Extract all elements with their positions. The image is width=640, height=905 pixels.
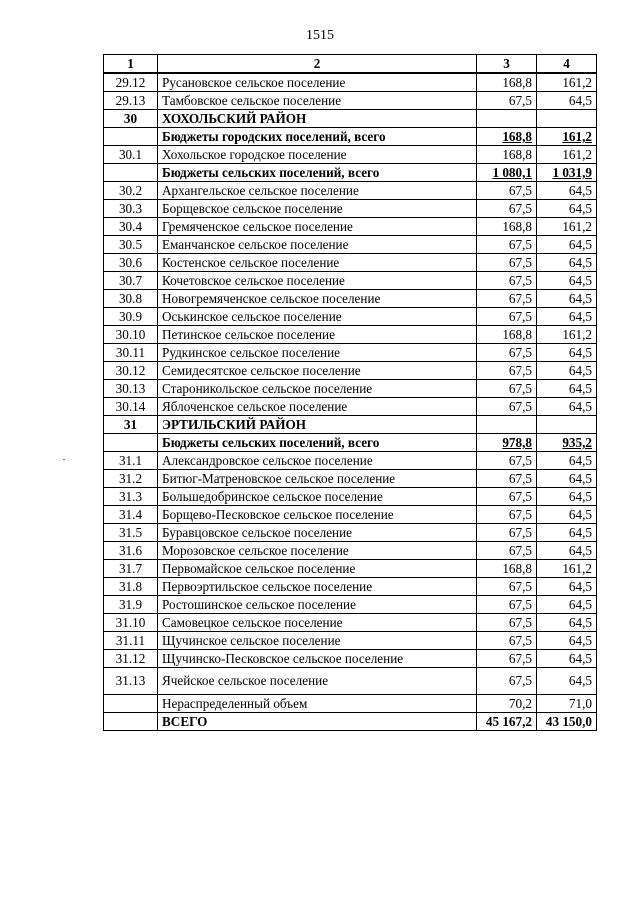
row-value-col4-cell: 161,2 bbox=[537, 128, 597, 146]
page-number: 1515 bbox=[306, 28, 334, 43]
row-value-col3-cell: 67,5 bbox=[477, 596, 537, 614]
row-value-col4-cell: 161,2 bbox=[537, 560, 597, 578]
row-name-cell: ЭРТИЛЬСКИЙ РАЙОН bbox=[158, 416, 477, 434]
row-value-col4-cell: 71,0 bbox=[537, 695, 597, 713]
row-value-col4-cell: 935,2 bbox=[537, 434, 597, 452]
row-value-col3-cell: 67,5 bbox=[477, 272, 537, 290]
row-number-cell: 30.6 bbox=[104, 254, 158, 272]
row-number-cell: 30.2 bbox=[104, 182, 158, 200]
row-value-col3-cell: 168,8 bbox=[477, 128, 537, 146]
row-value-col4-cell: 64,5 bbox=[537, 344, 597, 362]
row-number-cell: 30.8 bbox=[104, 290, 158, 308]
table-row bbox=[104, 146, 597, 164]
header-cell-1: 1 bbox=[104, 55, 158, 74]
table-row bbox=[104, 506, 597, 524]
row-value-col3-cell: 67,5 bbox=[477, 524, 537, 542]
row-value-col3-cell: 70,2 bbox=[477, 695, 537, 713]
row-number-cell: 31.9 bbox=[104, 596, 158, 614]
table-row bbox=[104, 560, 597, 578]
table-row bbox=[104, 542, 597, 560]
row-value-col4-cell: 64,5 bbox=[537, 200, 597, 218]
row-value-col3-cell: 67,5 bbox=[477, 290, 537, 308]
row-value-col4-cell: 64,5 bbox=[537, 650, 597, 668]
row-number-cell: 29.12 bbox=[104, 73, 158, 92]
row-number-cell: 31 bbox=[104, 416, 158, 434]
row-number-cell bbox=[104, 695, 158, 713]
row-value-col3-cell bbox=[477, 110, 537, 128]
row-name-cell: Щучинское сельское поселение bbox=[158, 632, 477, 650]
row-name-cell: Буравцовское сельское поселение bbox=[158, 524, 477, 542]
row-number-cell bbox=[104, 128, 158, 146]
row-value-col4-cell: 64,5 bbox=[537, 254, 597, 272]
row-value-col3-cell: 67,5 bbox=[477, 452, 537, 470]
row-name-cell: Первоэртильское сельское поселение bbox=[158, 578, 477, 596]
row-value-col4-cell: 64,5 bbox=[537, 542, 597, 560]
table-row bbox=[104, 380, 597, 398]
table-row bbox=[104, 200, 597, 218]
row-name-cell: Нераспределенный объем bbox=[158, 695, 477, 713]
row-name-cell: Архангельское сельское поселение bbox=[158, 182, 477, 200]
row-value-col3-cell: 67,5 bbox=[477, 632, 537, 650]
table-row bbox=[104, 272, 597, 290]
row-number-cell bbox=[104, 434, 158, 452]
row-number-cell: 30.1 bbox=[104, 146, 158, 164]
table-header-row bbox=[104, 55, 597, 74]
row-value-col4-cell: 1 031,9 bbox=[537, 164, 597, 182]
table-row bbox=[104, 614, 597, 632]
row-number-cell: 31.13 bbox=[104, 668, 158, 695]
row-name-cell: Александровское сельское поселение bbox=[158, 452, 477, 470]
row-number-cell: 30.14 bbox=[104, 398, 158, 416]
row-value-col4-cell: 161,2 bbox=[537, 73, 597, 92]
row-value-col3-cell: 67,5 bbox=[477, 398, 537, 416]
row-name-cell: Яблоченское сельское поселение bbox=[158, 398, 477, 416]
row-value-col4-cell: 64,5 bbox=[537, 596, 597, 614]
header-cell-2: 2 bbox=[158, 55, 477, 74]
row-value-col3-cell: 168,8 bbox=[477, 560, 537, 578]
row-value-col4-cell: 64,5 bbox=[537, 668, 597, 695]
table-row bbox=[104, 650, 597, 668]
table-row bbox=[104, 524, 597, 542]
row-value-col3-cell: 168,8 bbox=[477, 146, 537, 164]
row-number-cell: 31.4 bbox=[104, 506, 158, 524]
table-row bbox=[104, 695, 597, 713]
row-value-col4-cell: 64,5 bbox=[537, 578, 597, 596]
row-value-col4-cell: 64,5 bbox=[537, 470, 597, 488]
row-value-col3-cell: 168,8 bbox=[477, 326, 537, 344]
row-name-cell: Большедобринское сельское поселение bbox=[158, 488, 477, 506]
row-number-cell: 31.3 bbox=[104, 488, 158, 506]
table-row bbox=[104, 434, 597, 452]
row-name-cell: Новогремяченское сельское поселение bbox=[158, 290, 477, 308]
row-value-col3-cell: 67,5 bbox=[477, 488, 537, 506]
row-number-cell: 30.11 bbox=[104, 344, 158, 362]
row-name-cell: Первомайское сельское поселение bbox=[158, 560, 477, 578]
row-number-cell: 30.7 bbox=[104, 272, 158, 290]
row-value-col3-cell: 67,5 bbox=[477, 236, 537, 254]
table-row bbox=[104, 73, 597, 92]
row-number-cell: 31.6 bbox=[104, 542, 158, 560]
table-row bbox=[104, 713, 597, 731]
table-row bbox=[104, 308, 597, 326]
row-value-col3-cell: 67,5 bbox=[477, 182, 537, 200]
table-row bbox=[104, 470, 597, 488]
row-number-cell: 31.1 bbox=[104, 452, 158, 470]
row-number-cell: 31.2 bbox=[104, 470, 158, 488]
row-value-col4-cell: 64,5 bbox=[537, 380, 597, 398]
row-value-col4-cell: 64,5 bbox=[537, 92, 597, 110]
table-row bbox=[104, 92, 597, 110]
row-value-col3-cell: 67,5 bbox=[477, 650, 537, 668]
table-row bbox=[104, 290, 597, 308]
row-value-col3-cell: 168,8 bbox=[477, 73, 537, 92]
row-number-cell: 31.8 bbox=[104, 578, 158, 596]
row-number-cell: 31.7 bbox=[104, 560, 158, 578]
row-number-cell: 30.9 bbox=[104, 308, 158, 326]
row-value-col3-cell: 67,5 bbox=[477, 362, 537, 380]
row-value-col3-cell: 67,5 bbox=[477, 344, 537, 362]
table-row bbox=[104, 218, 597, 236]
row-value-col3-cell: 67,5 bbox=[477, 470, 537, 488]
table-row bbox=[104, 596, 597, 614]
row-value-col3-cell bbox=[477, 416, 537, 434]
table-row bbox=[104, 668, 597, 695]
row-value-col4-cell: 64,5 bbox=[537, 308, 597, 326]
row-value-col3-cell: 67,5 bbox=[477, 542, 537, 560]
row-name-cell: Бюджеты городских поселений, всего bbox=[158, 128, 477, 146]
row-number-cell: 30.12 bbox=[104, 362, 158, 380]
row-number-cell: 31.5 bbox=[104, 524, 158, 542]
table-row bbox=[104, 236, 597, 254]
table-row bbox=[104, 326, 597, 344]
table-row bbox=[104, 578, 597, 596]
row-name-cell: Семидесятское сельское поселение bbox=[158, 362, 477, 380]
row-name-cell: Хохольское городское поселение bbox=[158, 146, 477, 164]
row-number-cell bbox=[104, 164, 158, 182]
row-value-col4-cell: 64,5 bbox=[537, 488, 597, 506]
row-value-col3-cell: 67,5 bbox=[477, 254, 537, 272]
row-number-cell bbox=[104, 713, 158, 731]
row-name-cell: Петинское сельское поселение bbox=[158, 326, 477, 344]
row-number-cell: 31.12 bbox=[104, 650, 158, 668]
row-name-cell: Битюг-Матреновское сельское поселение bbox=[158, 470, 477, 488]
row-value-col4-cell: 64,5 bbox=[537, 182, 597, 200]
table-row bbox=[104, 110, 597, 128]
table-row bbox=[104, 398, 597, 416]
row-value-col4-cell: 161,2 bbox=[537, 218, 597, 236]
row-value-col3-cell: 67,5 bbox=[477, 668, 537, 695]
row-name-cell: Борщево-Песковское сельское поселение bbox=[158, 506, 477, 524]
row-value-col4-cell: 64,5 bbox=[537, 236, 597, 254]
header-cell-4: 4 bbox=[537, 55, 597, 74]
row-value-col4-cell: 64,5 bbox=[537, 632, 597, 650]
row-value-col4-cell: 64,5 bbox=[537, 362, 597, 380]
row-value-col4-cell bbox=[537, 416, 597, 434]
row-name-cell: Ячейское сельское поселение bbox=[158, 668, 477, 695]
row-value-col4-cell: 64,5 bbox=[537, 452, 597, 470]
row-value-col4-cell: 161,2 bbox=[537, 326, 597, 344]
row-name-cell: Самовецкое сельское поселение bbox=[158, 614, 477, 632]
row-value-col4-cell: 64,5 bbox=[537, 506, 597, 524]
row-value-col4-cell: 161,2 bbox=[537, 146, 597, 164]
row-name-cell: Оськинское сельское поселение bbox=[158, 308, 477, 326]
row-value-col3-cell: 67,5 bbox=[477, 380, 537, 398]
row-name-cell: ХОХОЛЬСКИЙ РАЙОН bbox=[158, 110, 477, 128]
row-name-cell: Морозовское сельское поселение bbox=[158, 542, 477, 560]
row-value-col3-cell: 67,5 bbox=[477, 92, 537, 110]
budget-table bbox=[103, 54, 597, 731]
table-row bbox=[104, 164, 597, 182]
row-name-cell: Староникольское сельское поселение bbox=[158, 380, 477, 398]
row-number-cell: 30.13 bbox=[104, 380, 158, 398]
row-name-cell: Бюджеты сельских поселений, всего bbox=[158, 434, 477, 452]
row-name-cell: Русановское сельское поселение bbox=[158, 73, 477, 92]
row-name-cell: Гремяченское сельское поселение bbox=[158, 218, 477, 236]
row-value-col3-cell: 67,5 bbox=[477, 200, 537, 218]
row-name-cell: Бюджеты сельских поселений, всего bbox=[158, 164, 477, 182]
table-row bbox=[104, 254, 597, 272]
row-name-cell: Борщевское сельское поселение bbox=[158, 200, 477, 218]
scan-speck bbox=[63, 459, 65, 460]
table-row bbox=[104, 128, 597, 146]
row-value-col3-cell: 67,5 bbox=[477, 578, 537, 596]
table-body bbox=[104, 73, 597, 731]
row-value-col4-cell: 64,5 bbox=[537, 524, 597, 542]
header-cell-3: 3 bbox=[477, 55, 537, 74]
row-number-cell: 31.11 bbox=[104, 632, 158, 650]
row-name-cell: ВСЕГО bbox=[158, 713, 477, 731]
table-row bbox=[104, 488, 597, 506]
table-row bbox=[104, 182, 597, 200]
row-number-cell: 30.3 bbox=[104, 200, 158, 218]
row-name-cell: Рудкинское сельское поселение bbox=[158, 344, 477, 362]
row-value-col3-cell: 67,5 bbox=[477, 506, 537, 524]
row-value-col4-cell: 64,5 bbox=[537, 290, 597, 308]
row-name-cell: Тамбовское сельское поселение bbox=[158, 92, 477, 110]
row-value-col3-cell: 978,8 bbox=[477, 434, 537, 452]
table-row bbox=[104, 344, 597, 362]
row-number-cell: 30 bbox=[104, 110, 158, 128]
row-number-cell: 30.10 bbox=[104, 326, 158, 344]
row-value-col4-cell: 64,5 bbox=[537, 272, 597, 290]
row-value-col3-cell: 45 167,2 bbox=[477, 713, 537, 731]
row-name-cell: Кочетовское сельское поселение bbox=[158, 272, 477, 290]
row-value-col4-cell bbox=[537, 110, 597, 128]
row-number-cell: 31.10 bbox=[104, 614, 158, 632]
row-value-col3-cell: 168,8 bbox=[477, 218, 537, 236]
table-row bbox=[104, 416, 597, 434]
row-value-col3-cell: 67,5 bbox=[477, 308, 537, 326]
table-row bbox=[104, 362, 597, 380]
row-number-cell: 29.13 bbox=[104, 92, 158, 110]
row-name-cell: Щучинско-Песковское сельское поселение bbox=[158, 650, 477, 668]
row-value-col3-cell: 1 080,1 bbox=[477, 164, 537, 182]
row-value-col4-cell: 64,5 bbox=[537, 398, 597, 416]
row-value-col4-cell: 43 150,0 bbox=[537, 713, 597, 731]
table-row bbox=[104, 632, 597, 650]
table-row bbox=[104, 452, 597, 470]
row-value-col4-cell: 64,5 bbox=[537, 614, 597, 632]
row-name-cell: Ростошинское сельское поселение bbox=[158, 596, 477, 614]
row-name-cell: Костенское сельское поселение bbox=[158, 254, 477, 272]
row-number-cell: 30.4 bbox=[104, 218, 158, 236]
row-value-col3-cell: 67,5 bbox=[477, 614, 537, 632]
row-name-cell: Еманчанское сельское поселение bbox=[158, 236, 477, 254]
row-number-cell: 30.5 bbox=[104, 236, 158, 254]
